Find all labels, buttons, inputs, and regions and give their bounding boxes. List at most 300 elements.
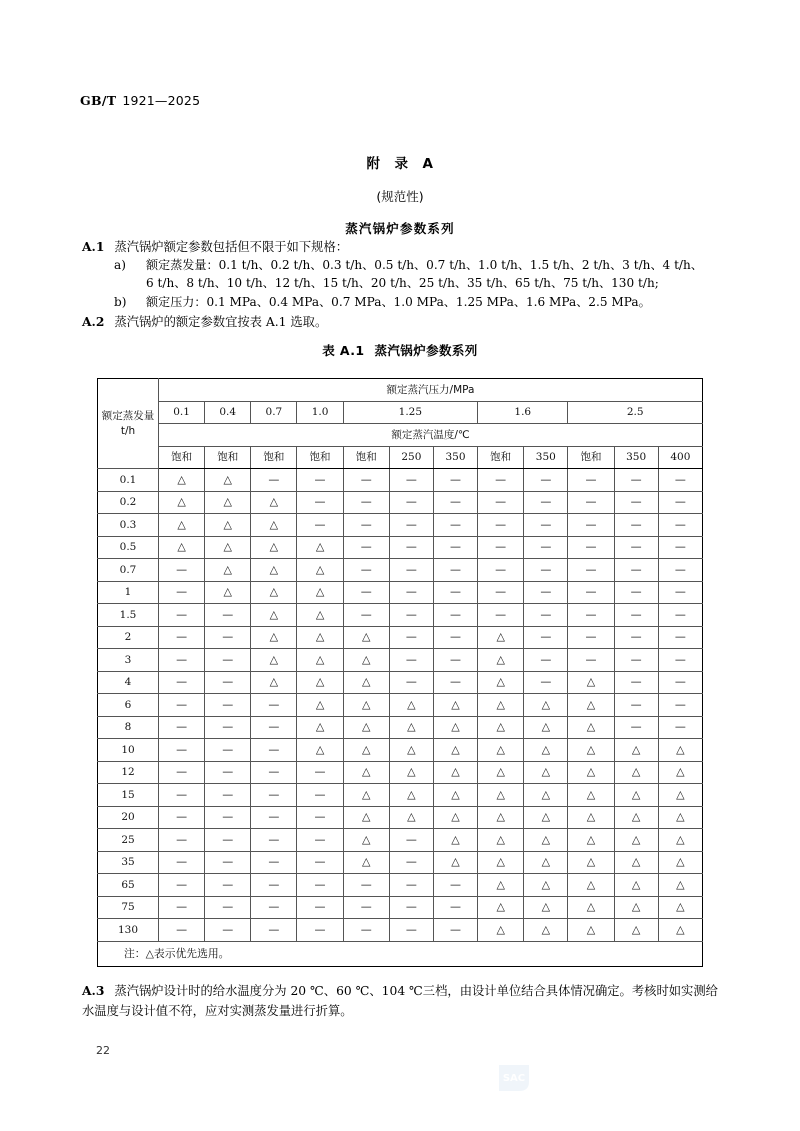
cell-unavailable: —: [433, 671, 477, 694]
cell-unavailable: —: [433, 919, 477, 942]
cell-unavailable: —: [159, 896, 205, 919]
cell-unavailable: —: [297, 919, 343, 942]
cell-preferred: △: [343, 716, 389, 739]
table-caption-name: 蒸汽锅炉参数系列: [374, 343, 478, 358]
cell-unavailable: —: [205, 649, 251, 672]
cell-unavailable: —: [614, 491, 658, 514]
table-note: 注：△表示优先选用。: [98, 941, 703, 966]
annex-title-word2: 录: [394, 156, 409, 172]
cell-preferred: △: [433, 716, 477, 739]
cell-preferred: △: [568, 784, 614, 807]
cell-unavailable: —: [478, 514, 524, 537]
cell-preferred: △: [614, 739, 658, 762]
cell-unavailable: —: [658, 536, 702, 559]
capacity-cell: 65: [98, 874, 159, 897]
cell-preferred: △: [614, 761, 658, 784]
cell-preferred: △: [251, 581, 297, 604]
cell-unavailable: —: [159, 694, 205, 717]
cell-preferred: △: [343, 829, 389, 852]
capacity-cell: 35: [98, 851, 159, 874]
cell-unavailable: —: [478, 469, 524, 492]
cell-unavailable: —: [433, 581, 477, 604]
cell-unavailable: —: [433, 469, 477, 492]
standard-number: 1921—2025: [122, 93, 201, 108]
cell-preferred: △: [568, 874, 614, 897]
cell-preferred: △: [251, 649, 297, 672]
cell-preferred: △: [251, 536, 297, 559]
cell-preferred: △: [251, 559, 297, 582]
cell-unavailable: —: [433, 896, 477, 919]
cell-unavailable: —: [251, 851, 297, 874]
cell-preferred: △: [524, 694, 568, 717]
cell-unavailable: —: [478, 536, 524, 559]
cell-preferred: △: [614, 896, 658, 919]
table-row: [98, 491, 703, 514]
row-header-capacity: [98, 379, 159, 469]
clause-a1-item-b: [114, 294, 651, 312]
cell-unavailable: —: [159, 604, 205, 627]
table-row: [98, 919, 703, 942]
cell-preferred: △: [524, 716, 568, 739]
cell-unavailable: —: [205, 896, 251, 919]
cell-preferred: △: [389, 784, 433, 807]
document-header: [80, 93, 200, 108]
clause-a1-text: 蒸汽锅炉额定参数包括但不限于如下规格：: [114, 240, 349, 254]
parameter-table-body: [98, 379, 703, 469]
cell-unavailable: —: [614, 536, 658, 559]
cell-unavailable: —: [251, 874, 297, 897]
cell-unavailable: —: [568, 604, 614, 627]
clause-a3-tag: A.3: [82, 983, 105, 998]
cell-unavailable: —: [205, 761, 251, 784]
cell-unavailable: —: [524, 469, 568, 492]
cell-unavailable: —: [524, 536, 568, 559]
cell-unavailable: —: [433, 649, 477, 672]
cell-unavailable: —: [614, 716, 658, 739]
pressure-group-label: 额定蒸汽压力/MPa: [159, 379, 703, 402]
capacity-cell: 25: [98, 829, 159, 852]
cell-preferred: △: [658, 896, 702, 919]
table-row: [98, 896, 703, 919]
cell-preferred: △: [568, 829, 614, 852]
cell-preferred: △: [614, 874, 658, 897]
cell-preferred: △: [205, 581, 251, 604]
cell-unavailable: —: [389, 919, 433, 942]
cell-unavailable: —: [658, 716, 702, 739]
table-caption-label: 表 A.1: [322, 343, 365, 358]
capacity-cell: 15: [98, 784, 159, 807]
cell-unavailable: —: [159, 919, 205, 942]
cell-unavailable: —: [389, 896, 433, 919]
cell-preferred: △: [433, 739, 477, 762]
cell-preferred: △: [568, 896, 614, 919]
cell-unavailable: —: [524, 581, 568, 604]
cell-preferred: △: [343, 761, 389, 784]
cell-unavailable: —: [343, 469, 389, 492]
cell-unavailable: —: [524, 626, 568, 649]
cell-unavailable: —: [205, 919, 251, 942]
cell-preferred: △: [389, 739, 433, 762]
table-row: [98, 784, 703, 807]
cell-unavailable: —: [524, 559, 568, 582]
cell-preferred: △: [205, 559, 251, 582]
cell-preferred: △: [478, 919, 524, 942]
clause-a2-tag: A.2: [82, 314, 105, 329]
cell-preferred: △: [478, 761, 524, 784]
cell-preferred: △: [658, 829, 702, 852]
standard-prefix: GB/T: [80, 93, 117, 108]
cell-preferred: △: [658, 919, 702, 942]
capacity-cell: 1: [98, 581, 159, 604]
temperature-header-cell: 饱和: [251, 446, 297, 469]
item-a-line1: 额定蒸发量：0.1 t/h、0.2 t/h、0.3 t/h、0.5 t/h、0.7 t/h、1.0 t/h、1.5 t/h、2 t/h、3 t/h、4 t/h、: [146, 258, 703, 272]
table-row: [98, 626, 703, 649]
temperature-header-cell: 饱和: [343, 446, 389, 469]
cell-unavailable: —: [251, 694, 297, 717]
cell-unavailable: —: [433, 874, 477, 897]
cell-unavailable: —: [568, 491, 614, 514]
cell-preferred: △: [433, 851, 477, 874]
clause-a1-item-a: [114, 257, 703, 275]
cell-unavailable: —: [205, 604, 251, 627]
cell-unavailable: —: [389, 581, 433, 604]
cell-preferred: △: [658, 784, 702, 807]
cell-preferred: △: [343, 784, 389, 807]
cell-unavailable: —: [159, 806, 205, 829]
cell-unavailable: —: [524, 491, 568, 514]
item-b-line1: 额定压力：0.1 MPa、0.4 MPa、0.7 MPa、1.0 MPa、1.25 MPa、1.6 MPa、2.5 MPa。: [146, 295, 651, 309]
annex-title: [0, 152, 800, 172]
cell-unavailable: —: [658, 491, 702, 514]
cell-preferred: △: [524, 784, 568, 807]
temperature-header-cell: 350: [524, 446, 568, 469]
cell-preferred: △: [614, 919, 658, 942]
cell-preferred: △: [524, 806, 568, 829]
cell-unavailable: —: [205, 874, 251, 897]
cell-unavailable: —: [568, 626, 614, 649]
cell-preferred: △: [524, 851, 568, 874]
cell-preferred: △: [251, 626, 297, 649]
cell-preferred: △: [524, 874, 568, 897]
cell-unavailable: —: [205, 671, 251, 694]
cell-unavailable: —: [389, 626, 433, 649]
table-row: [98, 649, 703, 672]
cell-unavailable: —: [389, 874, 433, 897]
cell-preferred: △: [159, 536, 205, 559]
cell-unavailable: —: [251, 829, 297, 852]
cell-unavailable: —: [159, 829, 205, 852]
cell-unavailable: —: [389, 469, 433, 492]
cell-unavailable: —: [658, 469, 702, 492]
clause-a1-tag: A.1: [82, 239, 105, 254]
cell-unavailable: —: [433, 559, 477, 582]
annex-kind: (规范性): [376, 189, 424, 204]
cell-preferred: △: [478, 784, 524, 807]
clause-a2-text: 蒸汽锅炉的额定参数宜按表 A.1 选取。: [114, 315, 328, 329]
capacity-cell: 75: [98, 896, 159, 919]
cell-unavailable: —: [389, 829, 433, 852]
cell-unavailable: —: [159, 559, 205, 582]
cell-preferred: △: [389, 761, 433, 784]
cell-unavailable: —: [343, 604, 389, 627]
table-row: [98, 761, 703, 784]
cell-unavailable: —: [658, 671, 702, 694]
cell-preferred: △: [159, 469, 205, 492]
table-row: [98, 514, 703, 537]
cell-unavailable: —: [297, 469, 343, 492]
cell-unavailable: —: [658, 649, 702, 672]
cell-preferred: △: [159, 514, 205, 537]
cell-unavailable: —: [389, 671, 433, 694]
clause-a2: [82, 313, 327, 332]
cell-unavailable: —: [433, 626, 477, 649]
cell-preferred: △: [524, 739, 568, 762]
cell-unavailable: —: [343, 896, 389, 919]
cell-preferred: △: [524, 761, 568, 784]
cell-unavailable: —: [297, 761, 343, 784]
cell-unavailable: —: [614, 649, 658, 672]
annex-title-word1: 附: [366, 156, 381, 172]
capacity-cell: 6: [98, 694, 159, 717]
cell-unavailable: —: [389, 536, 433, 559]
capacity-cell: 1.5: [98, 604, 159, 627]
cell-unavailable: —: [297, 514, 343, 537]
page-number: 22: [96, 1044, 110, 1057]
cell-unavailable: —: [251, 761, 297, 784]
cell-preferred: △: [478, 806, 524, 829]
cell-preferred: △: [478, 896, 524, 919]
cell-preferred: △: [205, 469, 251, 492]
cell-preferred: △: [343, 671, 389, 694]
item-a-line2: 6 t/h、8 t/h、10 t/h、12 t/h、15 t/h、20 t/h、25 t/h、35 t/h、65 t/h、75 t/h、130 t/h;: [146, 276, 659, 290]
cell-unavailable: —: [251, 469, 297, 492]
cell-preferred: △: [658, 851, 702, 874]
parameter-table-note-body: [98, 941, 703, 966]
cell-preferred: △: [433, 829, 477, 852]
cell-unavailable: —: [433, 604, 477, 627]
cell-unavailable: —: [343, 536, 389, 559]
cell-unavailable: —: [524, 604, 568, 627]
capacity-cell: 0.3: [98, 514, 159, 537]
cell-preferred: △: [568, 761, 614, 784]
pressure-header-cell: 1.0: [297, 401, 343, 424]
cell-unavailable: —: [478, 559, 524, 582]
capacity-cell: 2: [98, 626, 159, 649]
cell-unavailable: —: [159, 626, 205, 649]
sac-watermark-logo: [493, 1062, 535, 1094]
cell-preferred: △: [297, 559, 343, 582]
cell-preferred: △: [478, 671, 524, 694]
cell-unavailable: —: [297, 806, 343, 829]
table-row: [98, 851, 703, 874]
cell-unavailable: —: [389, 491, 433, 514]
table-header-row-temperature-group: [98, 424, 703, 447]
cell-preferred: △: [478, 851, 524, 874]
cell-preferred: △: [614, 806, 658, 829]
clause-a3-text: 蒸汽锅炉设计时的给水温度分为 20 ℃、60 ℃、104 ℃三档，由设计单位结合具体情况确定。考核时如实测给水温度与设计值不符，应对实测蒸发量进行折算。: [82, 984, 718, 1018]
cell-preferred: △: [614, 784, 658, 807]
table-row: [98, 536, 703, 559]
cell-preferred: △: [343, 626, 389, 649]
capacity-cell: 0.2: [98, 491, 159, 514]
cell-preferred: △: [297, 694, 343, 717]
cell-unavailable: —: [568, 559, 614, 582]
cell-unavailable: —: [389, 649, 433, 672]
cell-preferred: △: [205, 491, 251, 514]
capacity-cell: 4: [98, 671, 159, 694]
cell-preferred: △: [568, 694, 614, 717]
capacity-cell: 8: [98, 716, 159, 739]
cell-preferred: △: [614, 829, 658, 852]
cell-unavailable: —: [205, 829, 251, 852]
capacity-cell: 0.1: [98, 469, 159, 492]
cell-unavailable: —: [205, 626, 251, 649]
cell-unavailable: —: [297, 874, 343, 897]
temperature-header-cell: 饱和: [205, 446, 251, 469]
cell-unavailable: —: [343, 874, 389, 897]
cell-preferred: △: [389, 694, 433, 717]
parameter-table-data: [98, 469, 703, 942]
capacity-cell: 0.7: [98, 559, 159, 582]
cell-preferred: △: [159, 491, 205, 514]
cell-preferred: △: [343, 851, 389, 874]
clause-a3: [82, 981, 718, 1021]
cell-preferred: △: [658, 806, 702, 829]
pressure-header-cell: 0.7: [251, 401, 297, 424]
cell-preferred: △: [297, 626, 343, 649]
cell-unavailable: —: [251, 784, 297, 807]
cell-unavailable: —: [159, 649, 205, 672]
table-note-row: [98, 941, 703, 966]
cell-unavailable: —: [568, 469, 614, 492]
capacity-cell: 10: [98, 739, 159, 762]
cell-preferred: △: [524, 829, 568, 852]
cell-preferred: △: [205, 536, 251, 559]
cell-preferred: △: [251, 604, 297, 627]
table-row: [98, 671, 703, 694]
table-caption: [0, 341, 800, 359]
cell-preferred: △: [343, 739, 389, 762]
cell-unavailable: —: [205, 739, 251, 762]
cell-unavailable: —: [658, 559, 702, 582]
cell-preferred: △: [478, 874, 524, 897]
cell-unavailable: —: [159, 716, 205, 739]
cell-preferred: △: [433, 761, 477, 784]
cell-unavailable: —: [614, 671, 658, 694]
cell-unavailable: —: [205, 694, 251, 717]
cell-preferred: △: [568, 671, 614, 694]
cell-unavailable: —: [205, 851, 251, 874]
cell-unavailable: —: [524, 671, 568, 694]
cell-preferred: △: [297, 671, 343, 694]
table-row: [98, 469, 703, 492]
cell-unavailable: —: [568, 581, 614, 604]
cell-unavailable: —: [159, 761, 205, 784]
cell-unavailable: —: [614, 694, 658, 717]
cell-unavailable: —: [297, 829, 343, 852]
cell-preferred: △: [658, 739, 702, 762]
cell-unavailable: —: [478, 491, 524, 514]
cell-unavailable: —: [343, 559, 389, 582]
cell-unavailable: —: [614, 514, 658, 537]
cell-unavailable: —: [343, 919, 389, 942]
cell-preferred: △: [568, 739, 614, 762]
cell-preferred: △: [478, 739, 524, 762]
cell-unavailable: —: [614, 626, 658, 649]
cell-preferred: △: [568, 806, 614, 829]
temperature-header-cell: 400: [658, 446, 702, 469]
cell-preferred: △: [251, 514, 297, 537]
cell-preferred: △: [297, 536, 343, 559]
cell-preferred: △: [433, 784, 477, 807]
cell-unavailable: —: [159, 739, 205, 762]
cell-unavailable: —: [658, 626, 702, 649]
cell-preferred: △: [343, 806, 389, 829]
cell-unavailable: —: [343, 491, 389, 514]
cell-unavailable: —: [433, 514, 477, 537]
cell-unavailable: —: [159, 671, 205, 694]
cell-unavailable: —: [389, 604, 433, 627]
cell-unavailable: —: [159, 784, 205, 807]
annex-name: 蒸汽锅炉参数系列: [345, 221, 455, 236]
cell-preferred: △: [478, 649, 524, 672]
temperature-header-cell: 饱和: [159, 446, 205, 469]
cell-unavailable: —: [297, 896, 343, 919]
parameter-table: [97, 378, 703, 967]
table-row: [98, 559, 703, 582]
cell-preferred: △: [389, 806, 433, 829]
annex-title-letter: A: [422, 156, 434, 172]
cell-preferred: △: [568, 919, 614, 942]
cell-unavailable: —: [251, 919, 297, 942]
capacity-cell: 3: [98, 649, 159, 672]
cell-unavailable: —: [159, 581, 205, 604]
capacity-cell: 12: [98, 761, 159, 784]
table-row: [98, 739, 703, 762]
cell-preferred: △: [297, 604, 343, 627]
cell-preferred: △: [478, 626, 524, 649]
cell-unavailable: —: [524, 649, 568, 672]
cell-preferred: △: [658, 761, 702, 784]
table-row: [98, 829, 703, 852]
clause-a1-item-a-cont: [146, 275, 659, 293]
annex-heading-block: [0, 152, 800, 237]
cell-unavailable: —: [297, 851, 343, 874]
cell-unavailable: —: [524, 514, 568, 537]
cell-unavailable: —: [159, 874, 205, 897]
table-row: [98, 874, 703, 897]
cell-unavailable: —: [433, 536, 477, 559]
table-row: [98, 694, 703, 717]
cell-unavailable: —: [205, 784, 251, 807]
cell-unavailable: —: [658, 694, 702, 717]
cell-preferred: △: [524, 919, 568, 942]
cell-unavailable: —: [614, 469, 658, 492]
cell-preferred: △: [297, 739, 343, 762]
temperature-group-label: 额定蒸汽温度/℃: [159, 424, 703, 447]
capacity-cell: 20: [98, 806, 159, 829]
cell-unavailable: —: [568, 514, 614, 537]
cell-preferred: △: [389, 716, 433, 739]
pressure-header-cell: 0.1: [159, 401, 205, 424]
capacity-cell: 0.5: [98, 536, 159, 559]
cell-unavailable: —: [658, 604, 702, 627]
table-header-row-pressures: [98, 401, 703, 424]
table-row: [98, 604, 703, 627]
cell-preferred: △: [478, 694, 524, 717]
cell-unavailable: —: [389, 514, 433, 537]
pressure-header-cell: 1.25: [343, 401, 477, 424]
